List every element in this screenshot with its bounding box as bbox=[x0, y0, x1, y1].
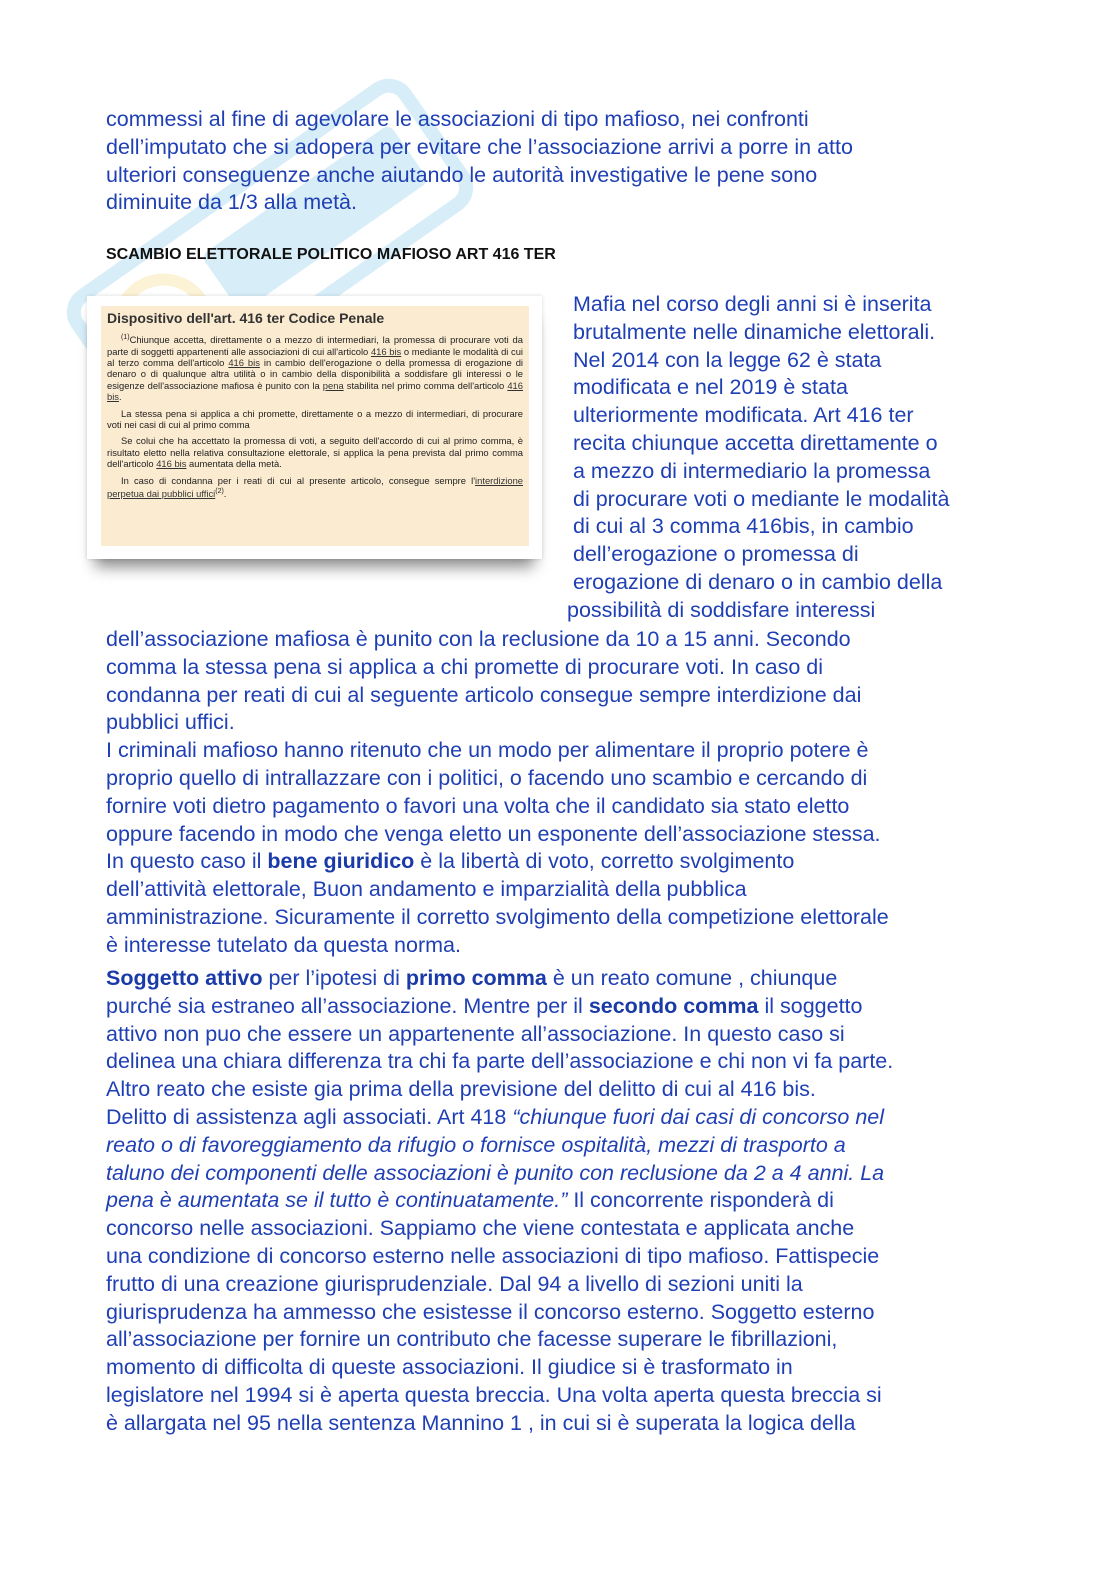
text-line: momento di difficolta di queste associazioni. Il giudice si è trasformato in bbox=[106, 1355, 793, 1380]
text-line: di procurare voti o mediante le modalità bbox=[573, 486, 950, 511]
text-line: ulteriori conseguenze anche aiutando le autorità investigative le pene sono bbox=[106, 162, 818, 187]
text-line: frutto di una creazione giurisprudenziale. Dal 94 a livello di sezioni uniti la bbox=[106, 1271, 803, 1296]
text-line: una condizione di concorso esterno nelle associazioni di tipo mafioso. Fattispecie bbox=[106, 1243, 880, 1268]
text-line: commessi al fine di agevolare le associazioni di tipo mafioso, nei confronti bbox=[106, 107, 809, 131]
text-line: Nel 2014 con la legge 62 è stata bbox=[573, 347, 882, 372]
text-line: giurisprudenza ha ammesso che esistesse il concorso esterno. Soggetto esterno bbox=[106, 1299, 875, 1324]
text-line: modificata e nel 2019 è stata bbox=[573, 375, 848, 400]
side-paragraph bbox=[567, 291, 1013, 625]
embedded-paragraph: In caso di condanna per i reati di cui al presente articolo, consegue sempre l'interdizione perpetua dai pubblici uffici$^{(2)}$. bbox=[107, 474, 523, 500]
text-line: brutalmente nelle dinamiche elettorali. bbox=[573, 319, 936, 344]
embedded-article-image bbox=[87, 296, 542, 559]
text-line: erogazione di denaro o in cambio della bbox=[573, 569, 943, 594]
text-line: è allargata nel 95 nella sentenza Mannino 1 , in cui si è superata la logica della bbox=[106, 1410, 856, 1435]
text-line: I criminali mafioso hanno ritenuto che un modo per alimentare il proprio potere è bbox=[106, 738, 869, 763]
text-line: comma la stessa pena si applica a chi promette di procurare voti. In caso di bbox=[106, 654, 824, 679]
embedded-paragraph: Se colui che ha accettato la promessa di voti, a seguito dell'accordo di cui al primo comma, è risultato eletto nella relativa consultazione elettorale, si applica la pena prevista dal primo comma dell'articolo 416 bis aumentata della metà. bbox=[107, 435, 523, 470]
text-line: legislatore nel 1994 si è aperta questa breccia. Una volta aperta questa breccia si bbox=[106, 1382, 882, 1407]
text-line: a mezzo di intermediario la promessa bbox=[573, 458, 931, 483]
text-line: di cui al 3 comma 416bis, in cambio bbox=[573, 514, 914, 539]
body-paragraph bbox=[106, 626, 1016, 960]
text-line: fornire voti dietro pagamento o favori una volta che il candidato sia stato eletto bbox=[106, 793, 850, 818]
text-line: dell’attività elettorale, Buon andamento e imparzialità della pubblica bbox=[106, 877, 747, 902]
text-line: pena è aumentata se il tutto è continuatamente.” Il concorrente risponderà di bbox=[106, 1188, 834, 1213]
text-line: è interesse tutelato da questa norma. bbox=[106, 932, 461, 957]
text-line: taluno dei componenti delle associazioni è punito con reclusione da 2 a 4 anni. La bbox=[106, 1160, 885, 1185]
text-line: attivo non puo che essere un appartenente all’associazione. In questo caso si bbox=[106, 1021, 845, 1046]
text-line: diminuite da 1/3 alla metà. bbox=[106, 190, 357, 215]
text-line: condanna per reati di cui al seguente articolo consegue sempre interdizione dai bbox=[106, 682, 862, 707]
text-line: reato o di favoreggiamento da rifugio o fornisce ospitalità, mezzi di trasporto a bbox=[106, 1132, 846, 1157]
text-line: dell’imputato che si adopera per evitare che l’associazione arrivi a porre in atto bbox=[106, 134, 853, 159]
text-line: all’associazione per fornire un contributo che facesse superare le fibrillazioni, bbox=[106, 1327, 838, 1352]
text-line: ulteriormente modificata. Art 416 ter bbox=[573, 403, 914, 428]
text-line: proprio quello di intrallazzare con i politici, o facendo uno scambio e cercando di bbox=[106, 765, 868, 790]
section-heading: SCAMBIO ELETTORALE POLITICO MAFIOSO ART 416 TER bbox=[106, 246, 556, 263]
text-line: dell’associazione mafiosa è punito con la reclusione da 10 a 15 anni. Secondo bbox=[106, 627, 851, 651]
text-line: dell’erogazione o promessa di bbox=[573, 542, 859, 567]
embedded-title: Dispositivo dell'art. 416 ter Codice Penale bbox=[107, 310, 385, 326]
text-line: Soggetto attivo per l’ipotesi di primo comma è un reato comune , chiunque bbox=[106, 966, 838, 990]
embedded-paragraph: $^{(1)}$Chiunque accetta, direttamente o a mezzo di intermediari, la promessa di procurare voti da parte di soggetti appartenenti alle associazioni di cui all'articolo 416 bis o mediante le modalità di cui al terzo comma dell'articolo 416 bis in cambio dell'erogazione o della promessa di erogazione di denaro o di qualunque altra utilità o in cambio della disponibilità a soddisfare gli interessi o le esigenze dell'associazione mafiosa è punito con la pena stabilita nel primo comma dell'articolo 416 bis. bbox=[107, 334, 524, 403]
text-line: In questo caso il bene giuridico è la libertà di voto, corretto svolgimento bbox=[106, 849, 795, 874]
intro-paragraph bbox=[106, 106, 1016, 217]
soggetto-paragraph bbox=[106, 965, 1016, 1438]
text-line: concorso nelle associazioni. Sappiamo che viene contestata e applicata anche bbox=[106, 1216, 855, 1241]
text-line: Altro reato che esiste gia prima della previsione del delitto di cui al 416 bis. bbox=[106, 1077, 816, 1102]
text-line: amministrazione. Sicuramente il corretto svolgimento della competizione elettorale bbox=[106, 904, 889, 929]
embedded-paragraph: La stessa pena si applica a chi promette, direttamente o a mezzo di intermediari, di procurare voti nei casi di cui al primo comma bbox=[107, 407, 523, 430]
text-line: purché sia estraneo all’associazione. Mentre per il secondo comma il soggetto bbox=[106, 993, 863, 1018]
text-line: oppure facendo in modo che venga eletto un esponente dell’associazione stessa. bbox=[106, 821, 881, 846]
text-line: Delitto di assistenza agli associati. Art 418 “chiunque fuori dai casi di concorso nel bbox=[106, 1104, 885, 1129]
text-line: pubblici uffici. bbox=[106, 710, 235, 735]
text-line: possibilità di soddisfare interessi bbox=[567, 597, 876, 622]
text-line: delinea una chiara differenza tra chi fa parte dell’associazione e chi non vi fa parte. bbox=[106, 1049, 894, 1074]
text-line: Mafia nel corso degli anni si è inserita bbox=[573, 292, 932, 316]
text-line: recita chiunque accetta direttamente o bbox=[573, 430, 938, 455]
